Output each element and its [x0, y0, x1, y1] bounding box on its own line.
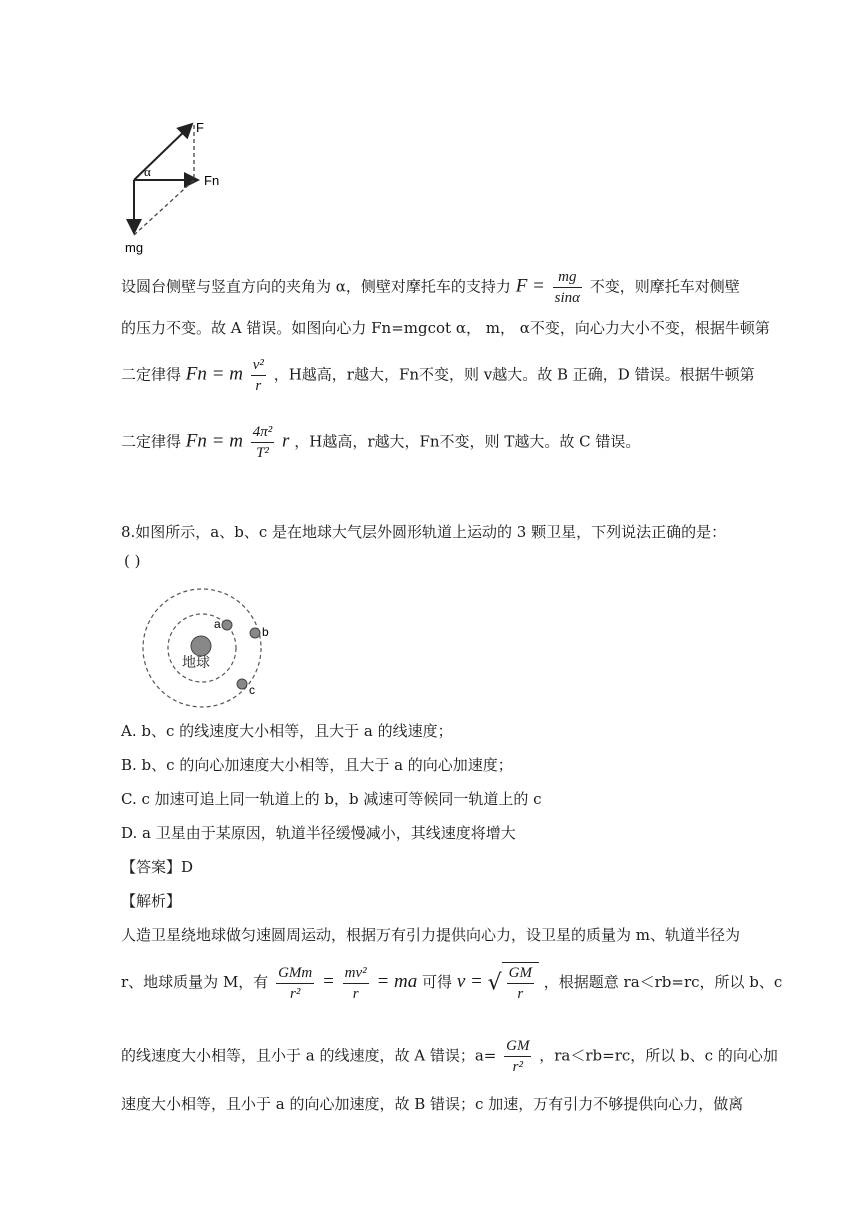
dashed-diagonal: [134, 180, 194, 235]
option-a: A. b、c 的线速度大小相等，且大于 a 的线速度；: [121, 722, 453, 740]
fraction-GMm-r2: [276, 963, 314, 1004]
text-segment: r、地球质量为 M，有: [121, 973, 269, 991]
explanation-line-2: 的压力不变。故 A 错误。如图向心力 Fn=mgcot α， m， α不变，向心力大小不变，根据牛顿第: [121, 319, 770, 337]
fraction-numerator: v²: [251, 355, 266, 376]
explanation-line-4: [121, 422, 640, 463]
answer: 【答案】D: [121, 858, 194, 876]
analysis-title: 【解析】: [121, 892, 182, 910]
earth: [191, 636, 211, 656]
fraction-mg-sin: [553, 267, 582, 308]
force-F-arrow: [134, 124, 192, 180]
text-segment: ，ra＜rb=rc，所以 b、c 的向心加: [539, 1046, 778, 1065]
satellite-a: [222, 620, 232, 630]
math-Fn: Fn: [185, 430, 207, 452]
math-m: m: [229, 363, 243, 385]
sqrt-GM-r: [488, 962, 539, 1004]
fraction-numerator: GMm: [276, 963, 314, 984]
radical-sign: √: [487, 970, 502, 996]
fraction-denominator: sinα: [554, 290, 581, 306]
text-segment: 二定律得: [121, 365, 182, 384]
label-mg: mg: [125, 240, 144, 255]
option-c: C. c 加速可追上同一轨道上的 b，b 减速可等候同一轨道上的 c: [121, 790, 542, 808]
fraction-v2-r: [251, 355, 266, 396]
text-segment: ，H越高，r越大，Fn不变，则 v越大。故 B 正确，D 错误。根据牛顿第: [273, 365, 755, 384]
fraction-denominator: r²: [512, 1059, 523, 1075]
fraction-GM-r: [507, 963, 534, 1004]
satellite-c: [237, 679, 247, 689]
fraction-4pi2-T2: [251, 422, 275, 463]
text-segment: 设圆台侧壁与竖直方向的夹角为 α，侧壁对摩托车的支持力: [121, 277, 511, 296]
question-8-stem: 8.如图所示，a、b、c 是在地球大气层外圆形轨道上运动的 3 颗卫星，下列说法正确的是：: [121, 523, 727, 541]
fraction-mv2-r: [343, 963, 369, 1004]
satellite-b: [250, 628, 260, 638]
math-r: r: [282, 430, 290, 452]
fraction-denominator: r: [517, 986, 524, 1002]
analysis-line-4: 速度大小相等，且小于 a 的向心加速度，故 B 错误；c 加速，万有引力不够提供向心力，做离: [121, 1095, 744, 1113]
force-diagram: [120, 115, 230, 260]
option-d: D. a 卫星由于某原因，轨道半径缓慢减小，其线速度将增大: [121, 824, 516, 842]
fraction-numerator: GM: [507, 963, 534, 984]
math-equals: =: [206, 363, 230, 385]
earth-label: 地球: [182, 655, 210, 671]
analysis-line-1: 人造卫星绕地球做匀速圆周运动，根据万有引力提供向心力，设卫星的质量为 m、轨道半径为: [121, 926, 740, 944]
fraction-numerator: GM: [504, 1036, 531, 1057]
fraction-GM-r2: [504, 1036, 531, 1077]
explanation-line-3: [121, 355, 755, 396]
label-alpha: α: [144, 164, 151, 179]
text-segment: 的线速度大小相等，且小于 a 的线速度，故 A 错误；a=: [121, 1046, 497, 1065]
math-F: F: [515, 275, 528, 297]
fraction-denominator: T²: [256, 445, 269, 461]
math-equals: =: [322, 971, 335, 992]
question-8-blank: ( ): [124, 552, 141, 570]
satellite-b-label: b: [262, 625, 269, 639]
fraction-numerator: mv²: [343, 963, 369, 984]
math-equals: =: [206, 430, 230, 452]
explanation-line-1: [121, 267, 740, 308]
math-v: v =: [456, 971, 483, 992]
option-b: B. b、c 的向心加速度大小相等，且大于 a 的向心加速度；: [121, 756, 513, 774]
orbit-diagram: [140, 585, 280, 713]
text-segment: ，H越高，r越大，Fn不变，则 T越大。故 C 错误。: [294, 432, 641, 451]
label-F: F: [196, 120, 204, 135]
fraction-numerator: 4π²: [251, 422, 275, 443]
math-m: m: [229, 430, 243, 452]
text-segment: 二定律得: [121, 432, 182, 451]
analysis-line-2: [121, 962, 782, 1004]
fraction-denominator: r: [255, 378, 262, 394]
text-segment: 不变，则摩托车对侧壁: [589, 277, 740, 296]
label-Fn: Fn: [204, 173, 220, 188]
text-segment: 可得: [422, 973, 453, 991]
fraction-denominator: r: [352, 985, 359, 1002]
satellite-a-label: a: [214, 617, 221, 631]
math-ma: = ma: [376, 971, 418, 992]
fraction-numerator: mg: [553, 267, 582, 288]
satellite-c-label: c: [249, 683, 255, 697]
text-segment: ，根据题意 ra＜rb=rc，所以 b、c: [543, 973, 783, 991]
math-equals: =: [527, 275, 550, 297]
analysis-line-3: [121, 1036, 778, 1077]
fraction-denominator: r²: [290, 985, 301, 1002]
math-Fn: Fn: [185, 363, 207, 385]
